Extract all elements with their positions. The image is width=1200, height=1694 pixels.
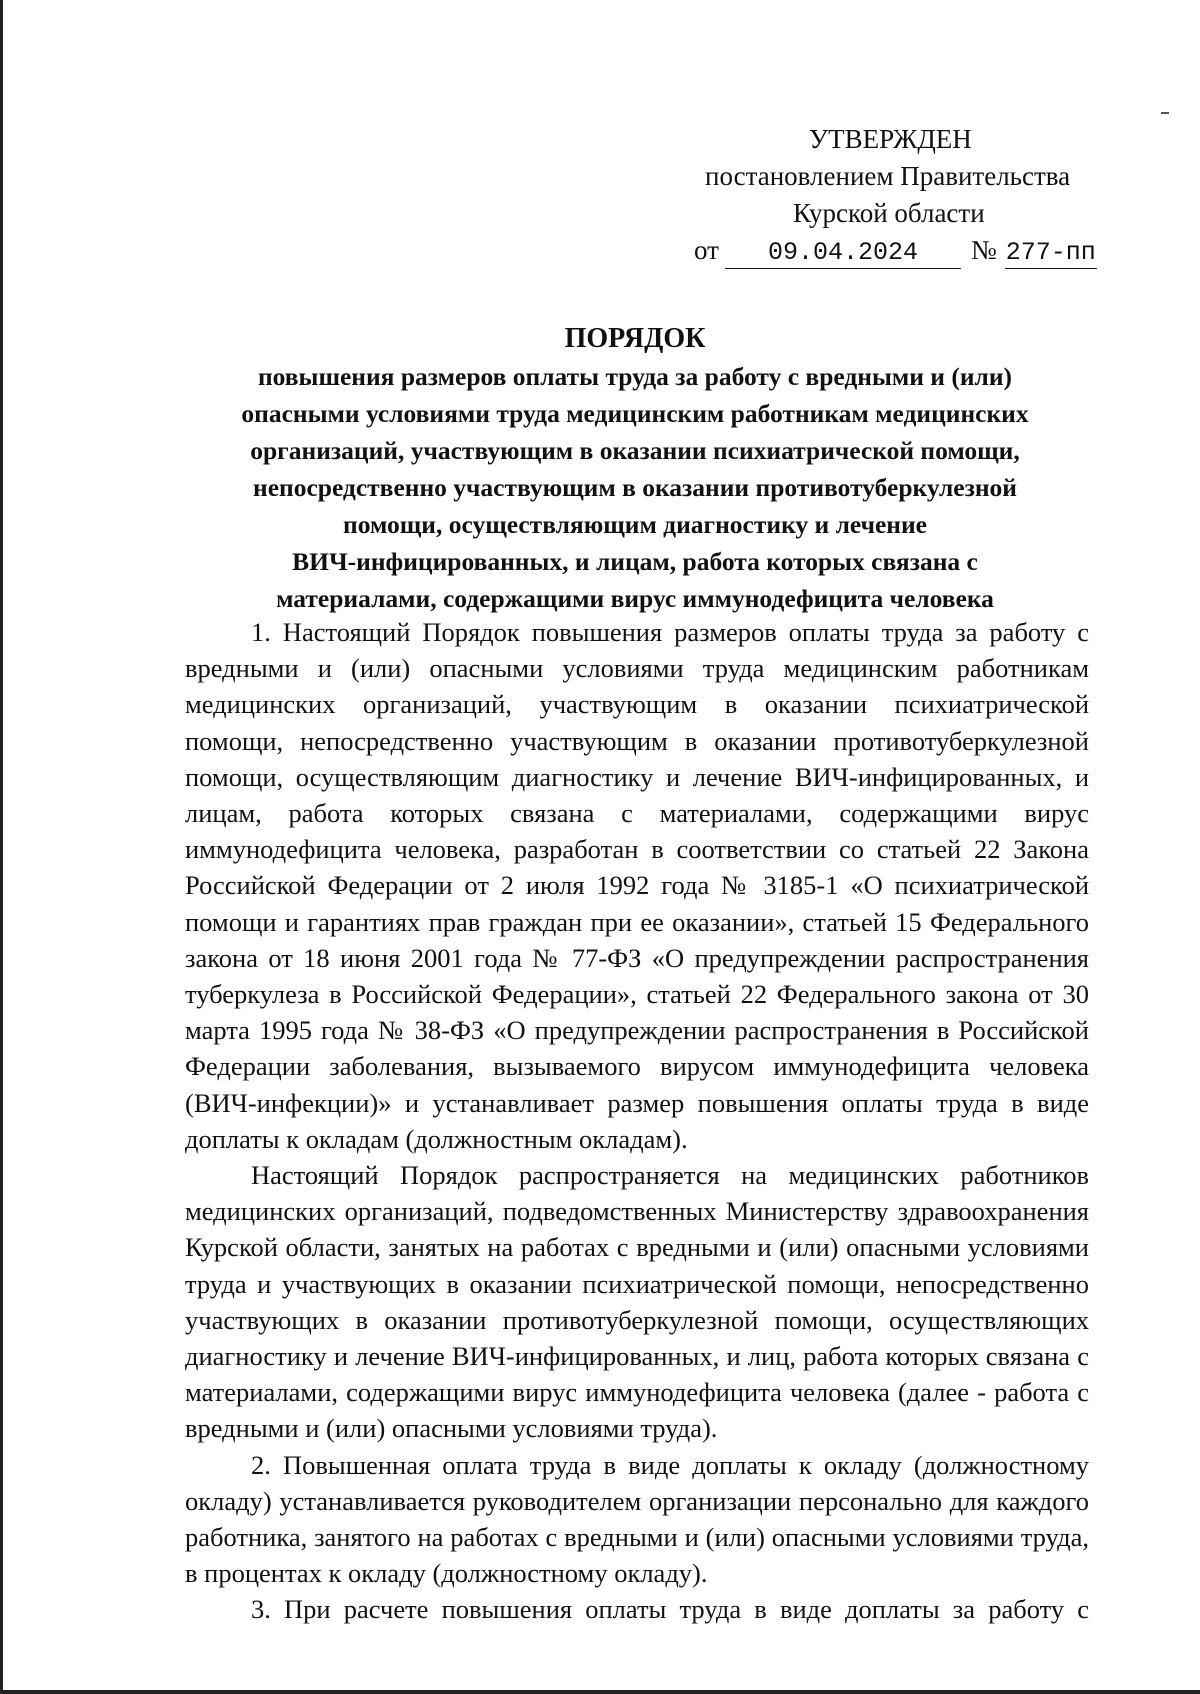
approval-date-number-line [690,232,1110,269]
subtitle-line: повышения размеров оплаты труда за работу с вредными и (или) [257,362,1013,391]
document-body [185,614,1089,1628]
subtitle-line: помощи, осуществляющим диагностику и лечение [343,510,927,539]
approval-block [690,121,1110,269]
decree-number: 277-пп [1005,238,1096,267]
subtitle-line: организаций, участвующим в оказании психиатрической помощи, [250,436,1020,465]
paragraph-2: 2. Повышенная оплата труда в виде доплаты к окладу (должностному окладу) устанавливается руководителем организации персонально для каждого работника, занятого на работах с вредными и (или) опасными условиями труда, в процентах к окладу (должностному окладу). [185,1449,1089,1589]
scan-edge-left [0,0,3,1694]
paragraph-scope: Настоящий Порядок распространяется на медицинских работников медицинских организаций, подведомственных Министерству здравоохранения Курской области, занятых на работах с вредными и (или) опасными условиями труда и участвующих в оказании психиатрической помощи, непосредственно участвующих в оказании противотуберкулезной помощи, осуществляющих диагностику и лечение ВИЧ-инфицированных, и лиц, работа которых связана с материалами, содержащими вирус иммунодефицита человека (далее - работа с вредными и (или) опасными условиями труда). [185,1160,1089,1444]
date-prefix: от [694,235,719,265]
scan-edge-bottom [0,1690,1200,1694]
approval-decree-line: постановлением Правительства [705,161,1071,191]
paragraph-1: 1. Настоящий Порядок повышения размеров оплаты труда за работу с вредными и (или) опасными условиями труда медицинским работникам медицинских организаций, участвующим в оказании психиатрической помощи, непосредственно участвующим в оказании противотуберкулезной помощи, осуществляющим диагностику и лечение ВИЧ-инфицированных, и лицам, работа которых связана с материалами, содержащими вирус иммунодефицита человека, разработан в соответствии со статьей 22 Закона Российской Федерации от 2 июля 1992 года № 3185-1 «О психиатрической помощи и гарантиях прав граждан при ее оказании», статьей 15 Федерального закона от 18 июня 2001 года № 77-ФЗ «О предупреждении распространения туберкулеза в Российской Федерации», статьей 22 Федерального закона от 30 марта 1995 года № 38-ФЗ «О предупреждении распространения в Российской Федерации заболевания, вызываемого вирусом иммунодефицита человека (ВИЧ-инфекции)» и устанавливает размер повышения оплаты труда в виде доплаты к окладам (должностным окладам). [185,617,1089,1154]
document-title [170,320,1100,617]
document-heading: ПОРЯДОК [564,323,706,354]
scan-mark [1161,112,1169,114]
subtitle-line: непосредственно участвующим в оказании противотуберкулезной [253,473,1017,502]
approval-region-line: Курской области [793,198,985,228]
subtitle-line: опасными условиями труда медицинским работникам медицинских [241,399,1029,428]
approval-stamp-title: УТВЕРЖДЕН [809,124,972,154]
number-prefix: № [970,235,997,265]
decree-date: 09.04.2024 [725,238,961,269]
subtitle-line: ВИЧ-инфицированных, и лицам, работа которых связана с [292,547,978,576]
paragraph-3: 3. При расчете повышения оплаты труда в виде доплаты за работу с [251,1594,1089,1625]
subtitle-line: материалами, содержащими вирус иммунодефицита человека [276,584,994,613]
